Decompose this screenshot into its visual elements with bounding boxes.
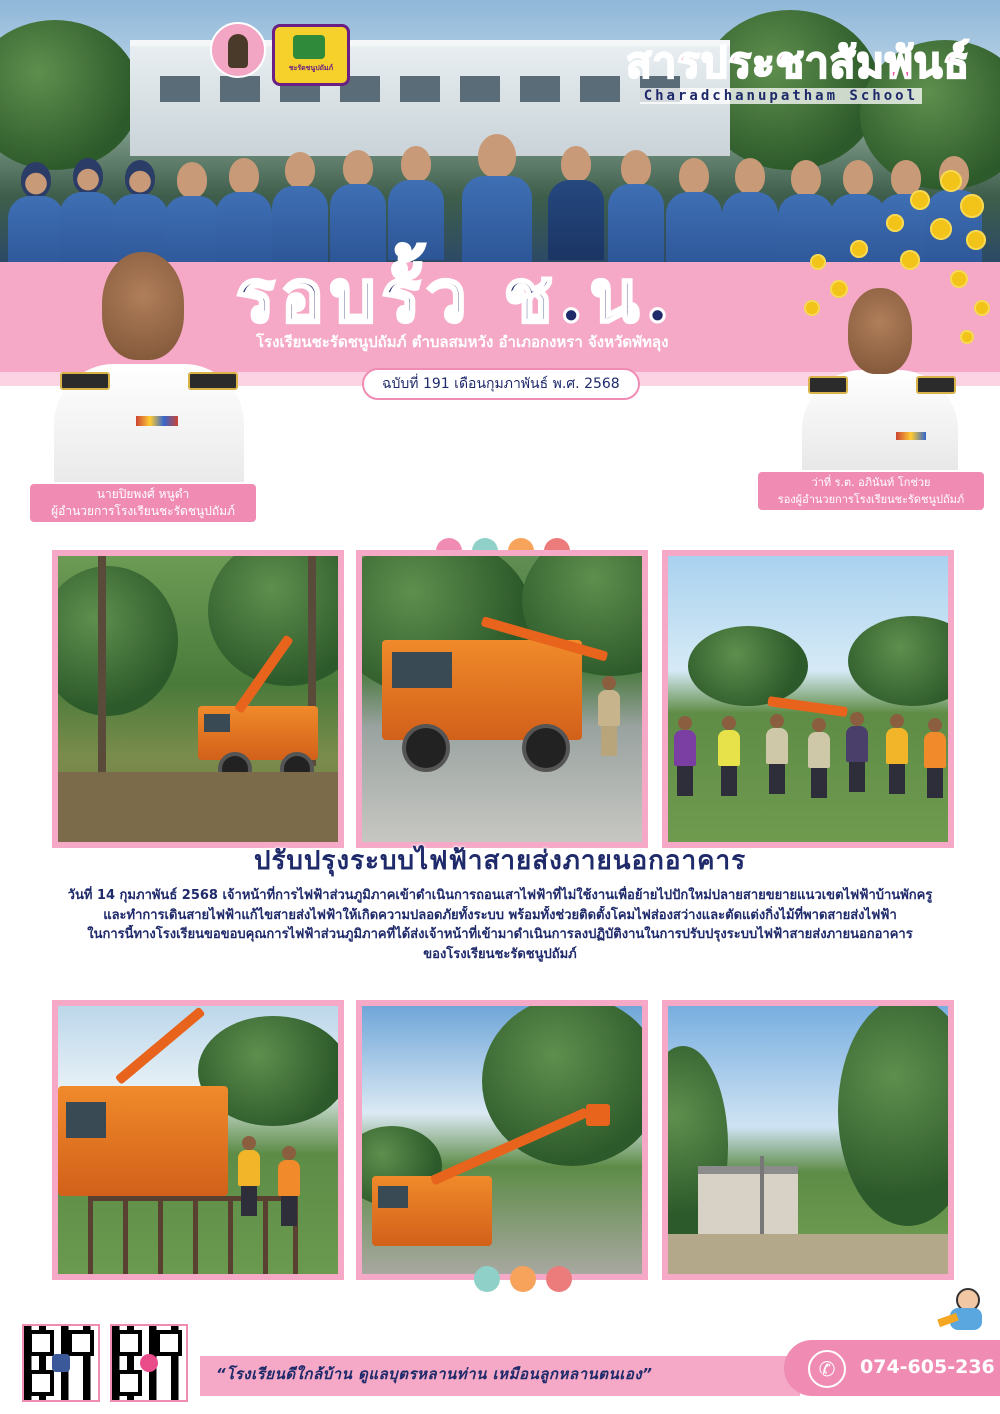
photo-5: [356, 1000, 648, 1280]
article-line: ของโรงเรียนชะรัดชนูปถัมภ์: [423, 946, 577, 962]
article-title: ปรับปรุงระบบไฟฟ้าสายส่งภายนอกอาคาร: [253, 846, 747, 876]
deputy-name: ว่าที่ ร.ต. อภินันท์ โกช่วย: [811, 476, 931, 489]
article-line: และทำการเดินสายไฟฟ้าแก้ไขสายส่งไฟฟ้าให้เกิดความปลอดภัยทั้งระบบ พร้อมทั้งช่วยติดตั้งโคมไฟส่องสว่างและตัดแต่งกิ่งไม้ที่พาดสายส่งไฟฟ้า: [103, 907, 897, 923]
phone-number[interactable]: 074-605-236: [860, 1356, 995, 1378]
photo-3: [662, 550, 954, 848]
article-line: ในการนี้ทางโรงเรียนขอขอบคุณการไฟฟ้าส่วนภูมิภาคที่ได้ส่งเจ้าหน้าที่เข้ามาดำเนินการลงปฏิบัติงานในการปรับปรุงระบบไฟฟ้าสายส่งภายนอกอาคาร: [87, 927, 913, 942]
photo-6: [662, 1000, 954, 1280]
student-mascot-icon: [944, 1288, 988, 1334]
article-line: วันที่ 14 กุมภาพันธ์ 2568 เจ้าหน้าที่การไฟฟ้าส่วนภูมิภาคเข้าดำเนินการถอนเสาไฟฟ้าที่ไม่ใช้งานเพื่อย้ายไปปักใหม่ปลายสายขยายแนวเขตไฟฟ้าบ้านพักครู: [67, 888, 933, 903]
photo-2: [356, 550, 648, 848]
decorative-dots-bottom: [474, 1266, 582, 1296]
newsletter-title: รอบรั้ว ช.น.: [236, 253, 677, 338]
facebook-icon: [52, 1354, 70, 1372]
school-english-name: Charadchanupatham School: [640, 88, 922, 104]
deputy-role: รองผู้อำนวยการโรงเรียนชะรัดชนูปถัมภ์: [777, 493, 965, 506]
school-logo-text: ชะรัดชนูปถัมภ์: [288, 64, 334, 72]
director-name: นายปิยพงศ์ หนูดำ: [96, 487, 190, 501]
qr-code-facebook[interactable]: [22, 1324, 100, 1402]
school-slogan: “โรงเรียนดีใกล้บ้าน ดูแลบุตรหลานท่าน เหมือนลูกหลานตนเอง”: [216, 1365, 653, 1383]
qr-code-website[interactable]: [110, 1324, 188, 1402]
deputy-caption: [758, 472, 984, 510]
school-logo: [272, 24, 350, 86]
publication-title: สารประชาสัมพันธ์: [626, 38, 970, 87]
article-body: [40, 886, 960, 964]
buddha-logo: [210, 22, 266, 78]
school-address-line: โรงเรียนชะรัดชนูปถัมภ์ ตำบลสมหวัง อำเภอกงหรา จังหวัดพัทลุง: [256, 333, 669, 351]
issue-badge: ฉบับที่ 191 เดือนกุมภาพันธ์ พ.ศ. 2568: [362, 368, 640, 400]
phone-icon: ✆: [808, 1350, 846, 1388]
photo-4: [52, 1000, 344, 1280]
director-portrait: [44, 244, 250, 482]
director-role: ผู้อำนวยการโรงเรียนชะรัดชนูปถัมภ์: [51, 504, 235, 518]
photo-1: [52, 550, 344, 848]
dribbble-icon: [140, 1354, 158, 1372]
director-caption: [30, 484, 256, 522]
deputy-portrait: [796, 282, 964, 470]
